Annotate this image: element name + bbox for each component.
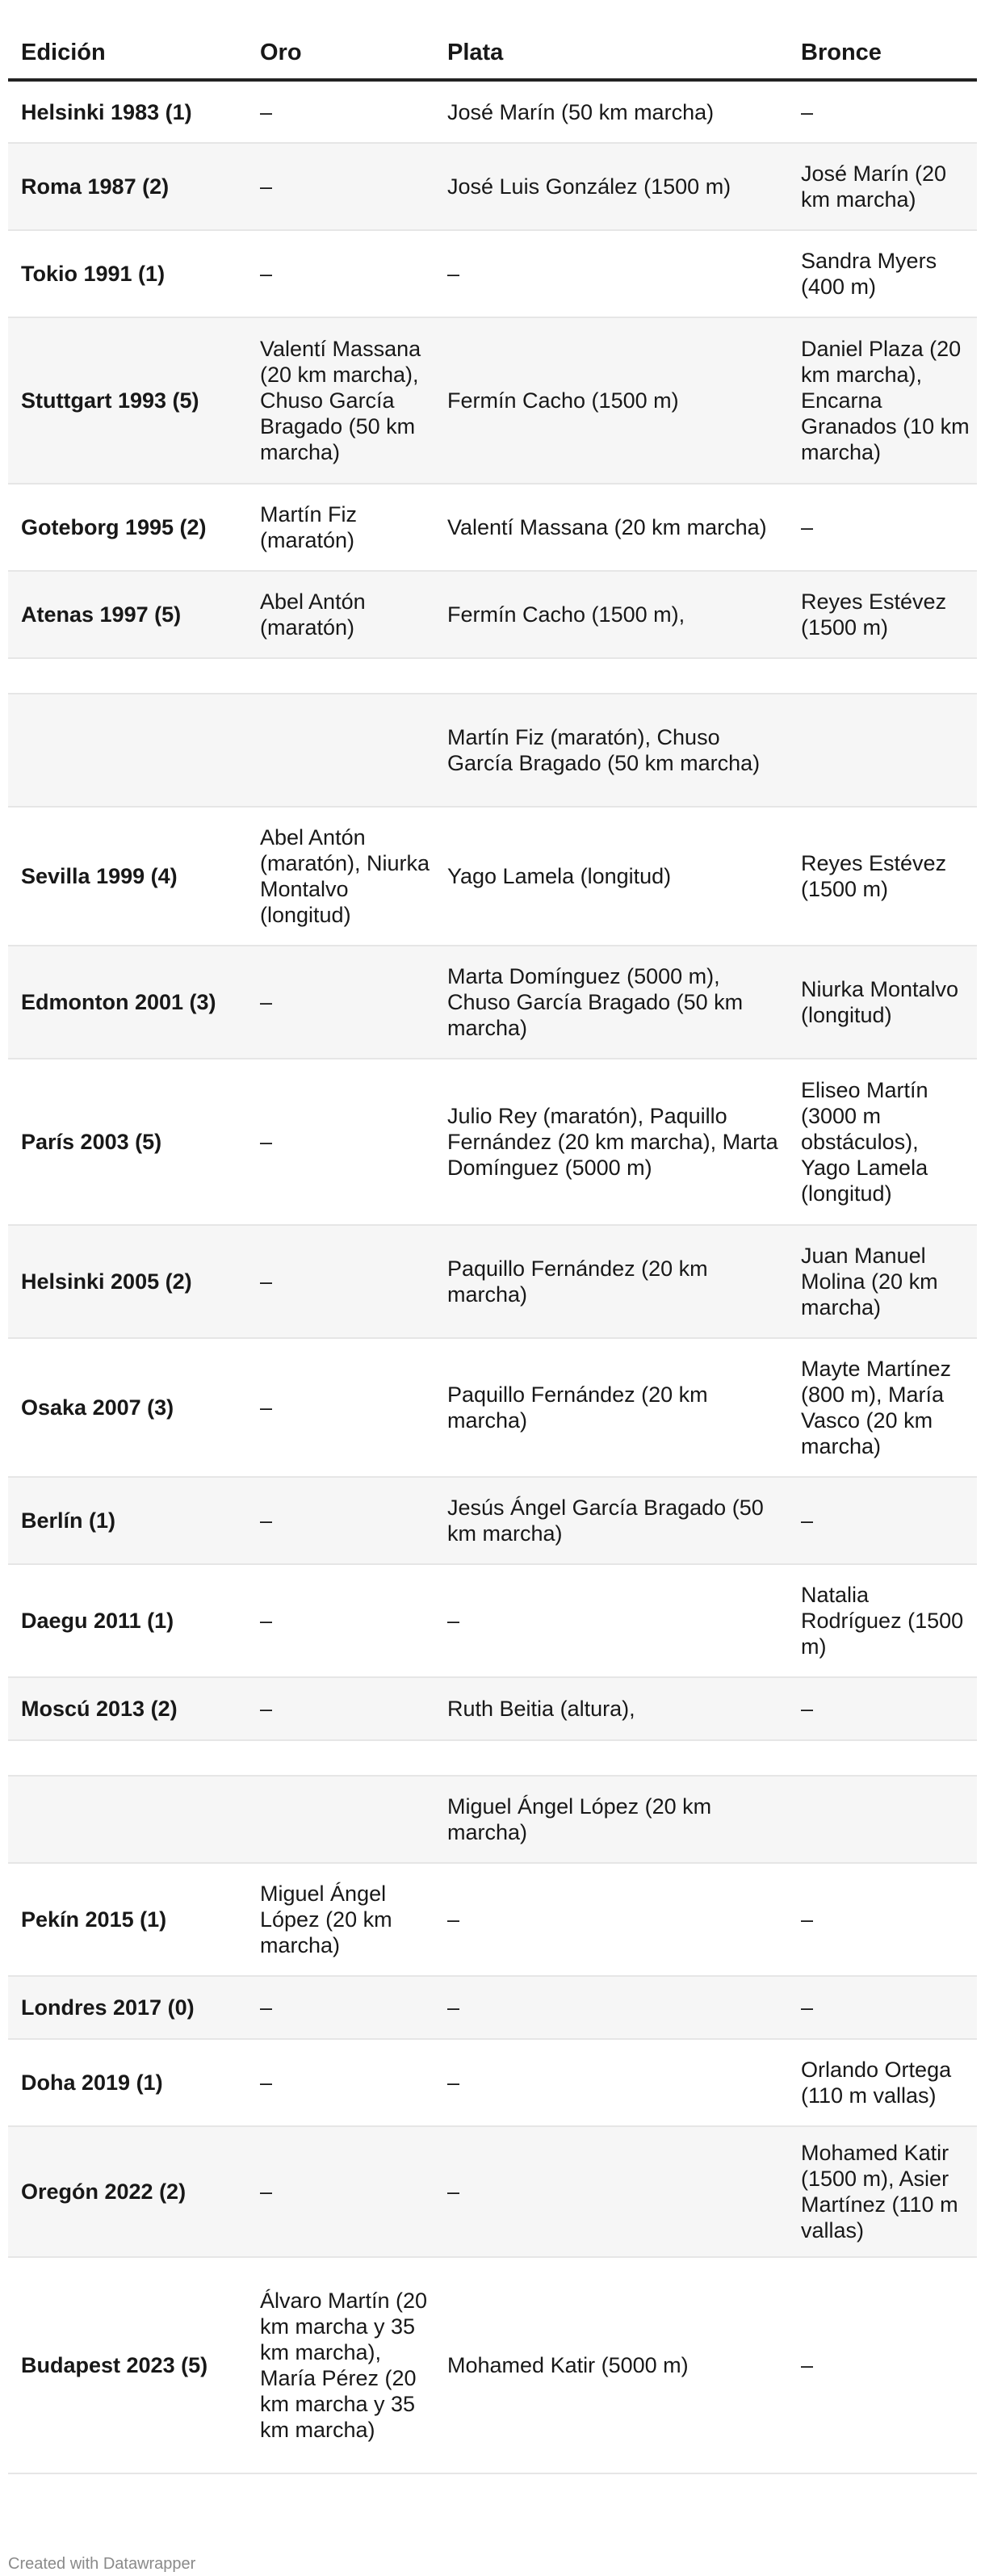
table-row bbox=[8, 230, 977, 317]
cell-plata: – bbox=[434, 1564, 788, 1677]
cell-oro bbox=[247, 1776, 434, 1863]
cell-oro: – bbox=[247, 2039, 434, 2126]
cell-edicion: Roma 1987 (2) bbox=[8, 143, 247, 230]
cell-edicion: París 2003 (5) bbox=[8, 1059, 247, 1225]
header-plata[interactable]: Plata bbox=[434, 0, 788, 80]
cell-plata: – bbox=[434, 2039, 788, 2126]
cell-bronce: Mohamed Katir (1500 m), Asier Martínez (110 m vallas) bbox=[788, 2126, 977, 2257]
cell-plata: Marta Domínguez (5000 m), Chuso García Bragado (50 km marcha) bbox=[434, 946, 788, 1059]
cell-bronce: Reyes Estévez (1500 m) bbox=[788, 571, 977, 658]
cell-plata: Paquillo Fernández (20 km marcha) bbox=[434, 1225, 788, 1338]
cell-edicion: Budapest 2023 (5) bbox=[8, 2257, 247, 2473]
cell-oro: – bbox=[247, 1477, 434, 1564]
cell-plata: José Marín (50 km marcha) bbox=[434, 80, 788, 143]
cell-plata: Paquillo Fernández (20 km marcha) bbox=[434, 1338, 788, 1477]
cell-bronce: – bbox=[788, 1976, 977, 2039]
cell-bronce: Niurka Montalvo (longitud) bbox=[788, 946, 977, 1059]
table-row bbox=[8, 484, 977, 571]
table-row bbox=[8, 2126, 977, 2257]
cell-oro bbox=[247, 658, 434, 694]
cell-edicion: Helsinki 1983 (1) bbox=[8, 80, 247, 143]
cell-bronce: José Marín (20 km marcha) bbox=[788, 143, 977, 230]
cell-plata: Mohamed Katir (5000 m) bbox=[434, 2257, 788, 2473]
table-row bbox=[8, 571, 977, 658]
cell-oro: – bbox=[247, 143, 434, 230]
cell-bronce: – bbox=[788, 484, 977, 571]
cell-bronce bbox=[788, 1776, 977, 1863]
cell-plata: Fermín Cacho (1500 m), bbox=[434, 571, 788, 658]
cell-edicion: Pekín 2015 (1) bbox=[8, 1863, 247, 1976]
cell-oro: – bbox=[247, 2126, 434, 2257]
table-row bbox=[8, 694, 977, 807]
cell-oro: – bbox=[247, 80, 434, 143]
cell-oro: Martín Fiz (maratón) bbox=[247, 484, 434, 571]
cell-oro: – bbox=[247, 1338, 434, 1477]
cell-edicion: Moscú 2013 (2) bbox=[8, 1677, 247, 1740]
cell-plata: – bbox=[434, 1976, 788, 2039]
table-row bbox=[8, 1225, 977, 1338]
cell-bronce: Daniel Plaza (20 km marcha), Encarna Granados (10 km marcha) bbox=[788, 317, 977, 484]
cell-oro: Valentí Massana (20 km marcha), Chuso García Bragado (50 km marcha) bbox=[247, 317, 434, 484]
table-row bbox=[8, 1976, 977, 2039]
cell-oro bbox=[247, 1740, 434, 1776]
cell-plata bbox=[434, 658, 788, 694]
cell-plata bbox=[434, 1740, 788, 1776]
cell-bronce: Juan Manuel Molina (20 km marcha) bbox=[788, 1225, 977, 1338]
cell-edicion: Tokio 1991 (1) bbox=[8, 230, 247, 317]
cell-plata: Jesús Ángel García Bragado (50 km marcha) bbox=[434, 1477, 788, 1564]
table-row bbox=[8, 1677, 977, 1740]
cell-edicion bbox=[8, 1776, 247, 1863]
cell-oro: Abel Antón (maratón), Niurka Montalvo (longitud) bbox=[247, 807, 434, 946]
cell-edicion: Osaka 2007 (3) bbox=[8, 1338, 247, 1477]
cell-edicion bbox=[8, 694, 247, 807]
cell-oro: – bbox=[247, 1225, 434, 1338]
cell-edicion: Helsinki 2005 (2) bbox=[8, 1225, 247, 1338]
cell-bronce: Mayte Martínez (800 m), María Vasco (20 km marcha) bbox=[788, 1338, 977, 1477]
table-row bbox=[8, 2257, 977, 2473]
cell-edicion: Edmonton 2001 (3) bbox=[8, 946, 247, 1059]
table-row bbox=[8, 80, 977, 143]
cell-edicion: Daegu 2011 (1) bbox=[8, 1564, 247, 1677]
table-row bbox=[8, 2039, 977, 2126]
cell-edicion: Sevilla 1999 (4) bbox=[8, 807, 247, 946]
cell-plata: Miguel Ángel López (20 km marcha) bbox=[434, 1776, 788, 1863]
cell-plata: – bbox=[434, 1863, 788, 1976]
cell-edicion: Londres 2017 (0) bbox=[8, 1976, 247, 2039]
cell-oro: – bbox=[247, 1564, 434, 1677]
table-row bbox=[8, 807, 977, 946]
cell-oro: – bbox=[247, 1976, 434, 2039]
header-edicion[interactable]: Edición bbox=[8, 0, 247, 80]
cell-oro: Álvaro Martín (20 km marcha y 35 km marcha), María Pérez (20 km marcha y 35 km marcha) bbox=[247, 2257, 434, 2473]
cell-oro: – bbox=[247, 1059, 434, 1225]
cell-plata: Valentí Massana (20 km marcha) bbox=[434, 484, 788, 571]
cell-oro: Miguel Ángel López (20 km marcha) bbox=[247, 1863, 434, 1976]
cell-oro: Abel Antón (maratón) bbox=[247, 571, 434, 658]
cell-plata: José Luis González (1500 m) bbox=[434, 143, 788, 230]
cell-oro bbox=[247, 694, 434, 807]
cell-bronce: Orlando Ortega (110 m vallas) bbox=[788, 2039, 977, 2126]
table-row bbox=[8, 1564, 977, 1677]
cell-bronce bbox=[788, 1740, 977, 1776]
cell-plata: Fermín Cacho (1500 m) bbox=[434, 317, 788, 484]
table-row bbox=[8, 1776, 977, 1863]
cell-edicion bbox=[8, 658, 247, 694]
cell-oro: – bbox=[247, 230, 434, 317]
table-row bbox=[8, 1477, 977, 1564]
cell-bronce: Eliseo Martín (3000 m obstáculos), Yago Lamela (longitud) bbox=[788, 1059, 977, 1225]
cell-plata: – bbox=[434, 230, 788, 317]
cell-oro: – bbox=[247, 946, 434, 1059]
medal-table-container bbox=[8, 0, 977, 2474]
table-row bbox=[8, 1863, 977, 1976]
cell-bronce: Sandra Myers (400 m) bbox=[788, 230, 977, 317]
cell-bronce bbox=[788, 694, 977, 807]
header-oro[interactable]: Oro bbox=[247, 0, 434, 80]
cell-plata: Martín Fiz (maratón), Chuso García Bragado (50 km marcha) bbox=[434, 694, 788, 807]
table-row bbox=[8, 1338, 977, 1477]
table-row bbox=[8, 143, 977, 230]
table-row-spacer bbox=[8, 1740, 977, 1776]
cell-bronce bbox=[788, 658, 977, 694]
cell-plata: Julio Rey (maratón), Paquillo Fernández (20 km marcha), Marta Domínguez (5000 m) bbox=[434, 1059, 788, 1225]
table-header-row bbox=[8, 0, 977, 80]
cell-edicion: Doha 2019 (1) bbox=[8, 2039, 247, 2126]
table-row bbox=[8, 1059, 977, 1225]
cell-bronce: – bbox=[788, 1863, 977, 1976]
table-row bbox=[8, 317, 977, 484]
cell-bronce: – bbox=[788, 1677, 977, 1740]
cell-plata: Yago Lamela (longitud) bbox=[434, 807, 788, 946]
cell-edicion bbox=[8, 1740, 247, 1776]
cell-edicion: Goteborg 1995 (2) bbox=[8, 484, 247, 571]
cell-oro: – bbox=[247, 1677, 434, 1740]
cell-bronce: Reyes Estévez (1500 m) bbox=[788, 807, 977, 946]
cell-plata: – bbox=[434, 2126, 788, 2257]
cell-plata: Ruth Beitia (altura), bbox=[434, 1677, 788, 1740]
cell-edicion: Oregón 2022 (2) bbox=[8, 2126, 247, 2257]
cell-edicion: Stuttgart 1993 (5) bbox=[8, 317, 247, 484]
cell-bronce: Natalia Rodríguez (1500 m) bbox=[788, 1564, 977, 1677]
cell-edicion: Berlín (1) bbox=[8, 1477, 247, 1564]
cell-bronce: – bbox=[788, 1477, 977, 1564]
cell-bronce: – bbox=[788, 80, 977, 143]
table-row bbox=[8, 946, 977, 1059]
table-row-spacer bbox=[8, 658, 977, 694]
cell-edicion: Atenas 1997 (5) bbox=[8, 571, 247, 658]
datawrapper-credit[interactable]: Created with Datawrapper bbox=[8, 2555, 196, 2573]
medal-table bbox=[8, 0, 977, 2474]
header-bronce[interactable]: Bronce bbox=[788, 0, 977, 80]
cell-bronce: – bbox=[788, 2257, 977, 2473]
